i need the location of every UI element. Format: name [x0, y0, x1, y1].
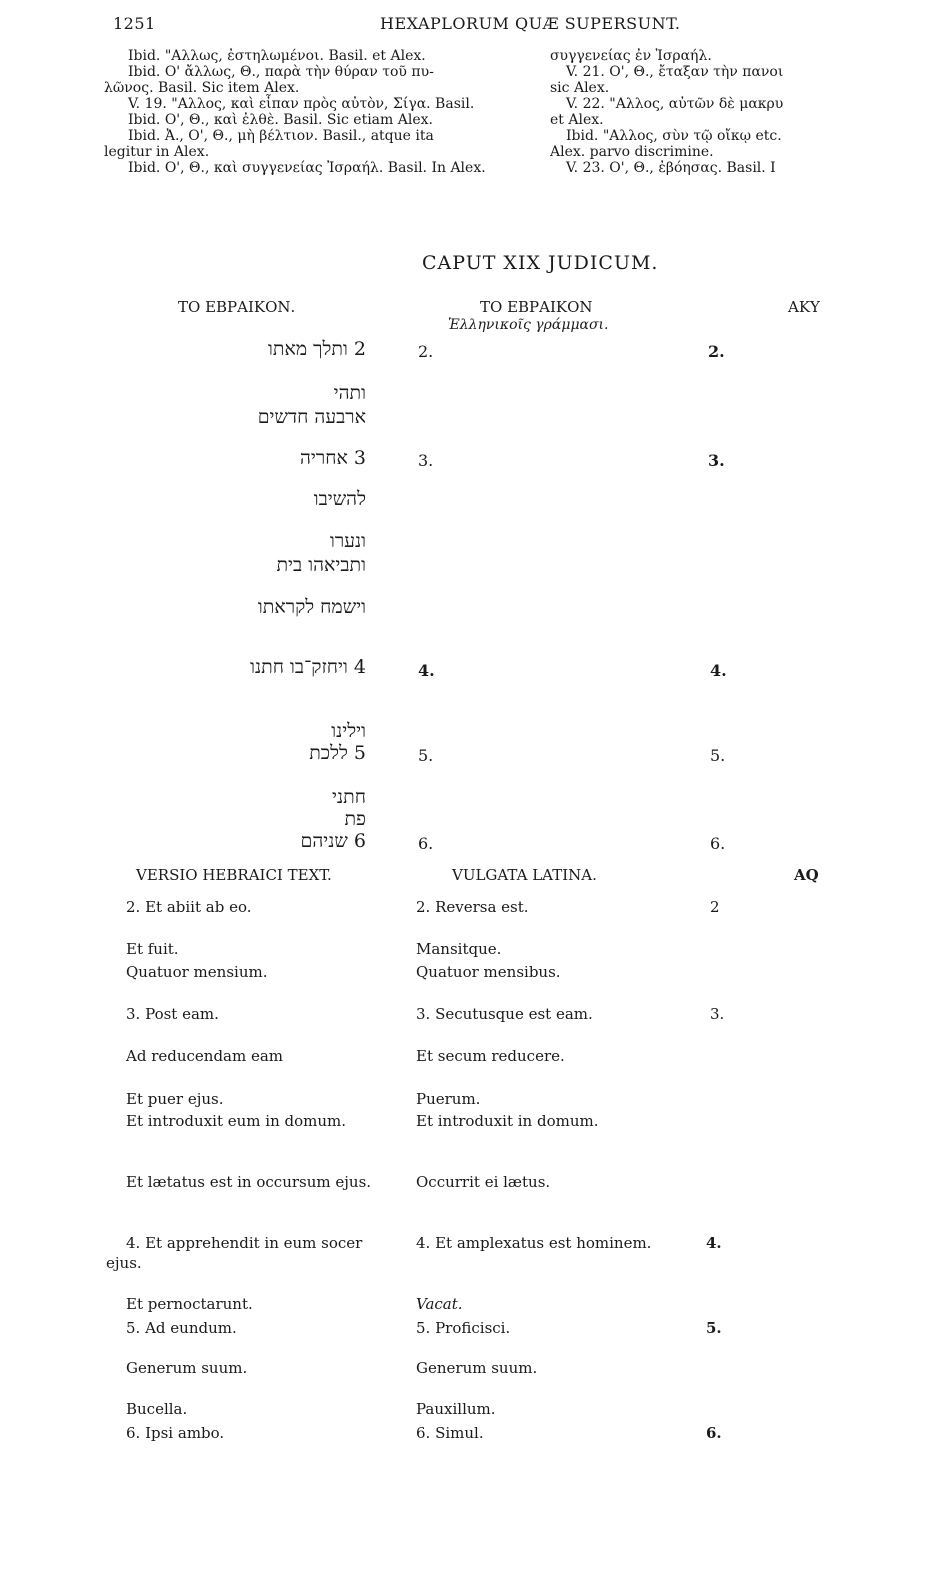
row-number: 4.: [710, 661, 727, 680]
versio-line: Et lætatus est in occursum ejus.: [126, 1173, 372, 1191]
vulgata-line: Mansitque.: [416, 940, 502, 958]
versio-line: Quatuor mensium.: [126, 963, 268, 981]
versio-line: 4. Et apprehendit in eum socer: [126, 1234, 363, 1252]
aquila-number: 2: [710, 898, 720, 916]
aquila-number: 3.: [710, 1005, 725, 1023]
hebrew-line: 2 ותלך מאתו: [268, 338, 366, 360]
note-line: λῶνος. Basil. Sic item Alex.: [104, 80, 300, 96]
vulgata-line: Quatuor mensibus.: [416, 963, 561, 981]
column-heading-aquila: ΑΚΥ: [788, 298, 820, 316]
vulgata-line: Et introduxit in domum.: [416, 1112, 599, 1130]
vulgata-line: Pauxillum.: [416, 1400, 496, 1418]
vulgata-line: 5. Proficisci.: [416, 1319, 511, 1337]
versio-line: Et introduxit eum in domum.: [126, 1112, 347, 1130]
aquila-number: 6.: [706, 1424, 722, 1442]
running-title: HEXAPLORUM QUÆ SUPERSUNT.: [380, 14, 681, 33]
note-line: Ibid. Ο', Θ., καὶ συγγενείας Ἰσραήλ. Basil. In Alex.: [128, 160, 486, 176]
vulgata-line: Vacat.: [416, 1295, 463, 1313]
hebrew-line: להשיבו: [313, 488, 366, 510]
note-line: Alex. parvo discrimine.: [550, 144, 714, 160]
hebrew-line: פת: [344, 808, 366, 830]
hebrew-line: חתני: [332, 786, 366, 808]
hebrew-line: 3 אחריה: [299, 447, 366, 469]
row-number: 5.: [418, 746, 434, 765]
versio-line: 6. Ipsi ambo.: [126, 1424, 225, 1442]
column-heading-aquila-latin: AQ: [794, 866, 819, 884]
note-line: συγγενείας ἐν Ἰσραήλ.: [550, 48, 712, 64]
row-number: 2.: [418, 342, 434, 361]
versio-line: Et puer ejus.: [126, 1090, 224, 1108]
note-line: Ibid. "Αλλως, ἐστηλωμένοι. Basil. et Alex.: [128, 48, 426, 64]
row-number: 5.: [710, 746, 726, 765]
hebrew-line: 6 שניהם: [300, 830, 366, 852]
vulgata-line: 4. Et amplexatus est hominem.: [416, 1234, 652, 1252]
vulgata-line: Puerum.: [416, 1090, 481, 1108]
vulgata-line: 2. Reversa est.: [416, 898, 529, 916]
versio-line: 2. Et abiit ab eo.: [126, 898, 252, 916]
row-number: 6.: [418, 834, 434, 853]
column-heading-vulgata: VULGATA LATINA.: [452, 866, 597, 884]
note-line: et Alex.: [550, 112, 604, 128]
note-line: V. 21. Ο', Θ., ἔταξαν τὴν πανοι: [566, 64, 784, 80]
vulgata-line: 6. Simul.: [416, 1424, 484, 1442]
section-title: CAPUT XIX JUDICUM.: [422, 252, 659, 274]
notes-right: [550, 48, 830, 176]
note-line: sic Alex.: [550, 80, 610, 96]
note-line: Ibid. Ο' ἄλλως, Θ., παρὰ τὴν θύραν τοῦ πυ-: [128, 64, 434, 80]
versio-line: 3. Post eam.: [126, 1005, 219, 1023]
versio-line: 5. Ad eundum.: [126, 1319, 237, 1337]
hebrew-line: ארבעה חדשים: [257, 406, 366, 428]
versio-line: Et fuit.: [126, 940, 179, 958]
column-heading-translit: ΤΟ ΕΒΡΑΙΚΟΝ: [480, 298, 593, 316]
versio-line: Bucella.: [126, 1400, 188, 1418]
note-line: V. 23. Ο', Θ., ἐβόησας. Basil. I: [566, 160, 776, 176]
row-number: 3.: [708, 451, 725, 470]
hebrew-line: וישמח לקראתו: [257, 596, 366, 618]
versio-line: Ad reducendam eam: [126, 1047, 284, 1065]
note-line: V. 19. "Αλλος, καὶ εἶπαν πρὸς αὐτὸν, Σίγα. Basil.: [128, 96, 475, 112]
vulgata-line: Generum suum.: [416, 1359, 538, 1377]
column-subheading-translit: Ἑλληνικοῖς γράμμασι.: [448, 317, 609, 333]
row-number: 2.: [708, 342, 725, 361]
vulgata-line: 3. Secutusque est eam.: [416, 1005, 593, 1023]
note-line: legitur in Alex.: [104, 144, 210, 160]
vulgata-line: Occurrit ei lætus.: [416, 1173, 551, 1191]
hebrew-line: ותהי: [333, 382, 366, 404]
note-line: Ibid. "Αλλος, σὺν τῷ οἴκῳ etc.: [566, 128, 782, 144]
versio-line: Et pernoctarunt.: [126, 1295, 253, 1313]
versio-line-continued: ejus.: [106, 1254, 142, 1272]
row-number: 4.: [418, 661, 435, 680]
versio-line: Generum suum.: [126, 1359, 248, 1377]
vulgata-line: Et secum reducere.: [416, 1047, 565, 1065]
hebrew-line: 5 ללכת: [309, 742, 366, 764]
aquila-number: 5.: [706, 1319, 722, 1337]
note-line: V. 22. "Αλλος, αὐτῶν δὲ μακρυ: [566, 96, 784, 112]
notes-left: [104, 48, 534, 176]
column-heading-hebrew: ΤΟ ΕΒΡΑΙΚΟΝ.: [178, 298, 296, 316]
row-number: 3.: [418, 451, 434, 470]
row-number: 6.: [710, 834, 726, 853]
column-heading-versio: VERSIO HEBRAICI TEXT.: [136, 866, 332, 884]
hebrew-line: ותביאהו בית: [276, 554, 366, 576]
page-number: 1251: [113, 14, 156, 33]
note-line: Ibid. Ο', Θ., καὶ ἐλθὲ. Basil. Sic etiam Alex.: [128, 112, 433, 128]
hebrew-line: ונערו: [330, 530, 366, 552]
aquila-number: 4.: [706, 1234, 722, 1252]
hebrew-line: 4 ויחזק־בו חתנו: [250, 656, 366, 678]
hebrew-line: וילינו: [331, 720, 366, 742]
note-line: Ibid. Ἀ., Ο', Θ., μὴ βέλτιον. Basil., atque ita: [128, 128, 434, 144]
